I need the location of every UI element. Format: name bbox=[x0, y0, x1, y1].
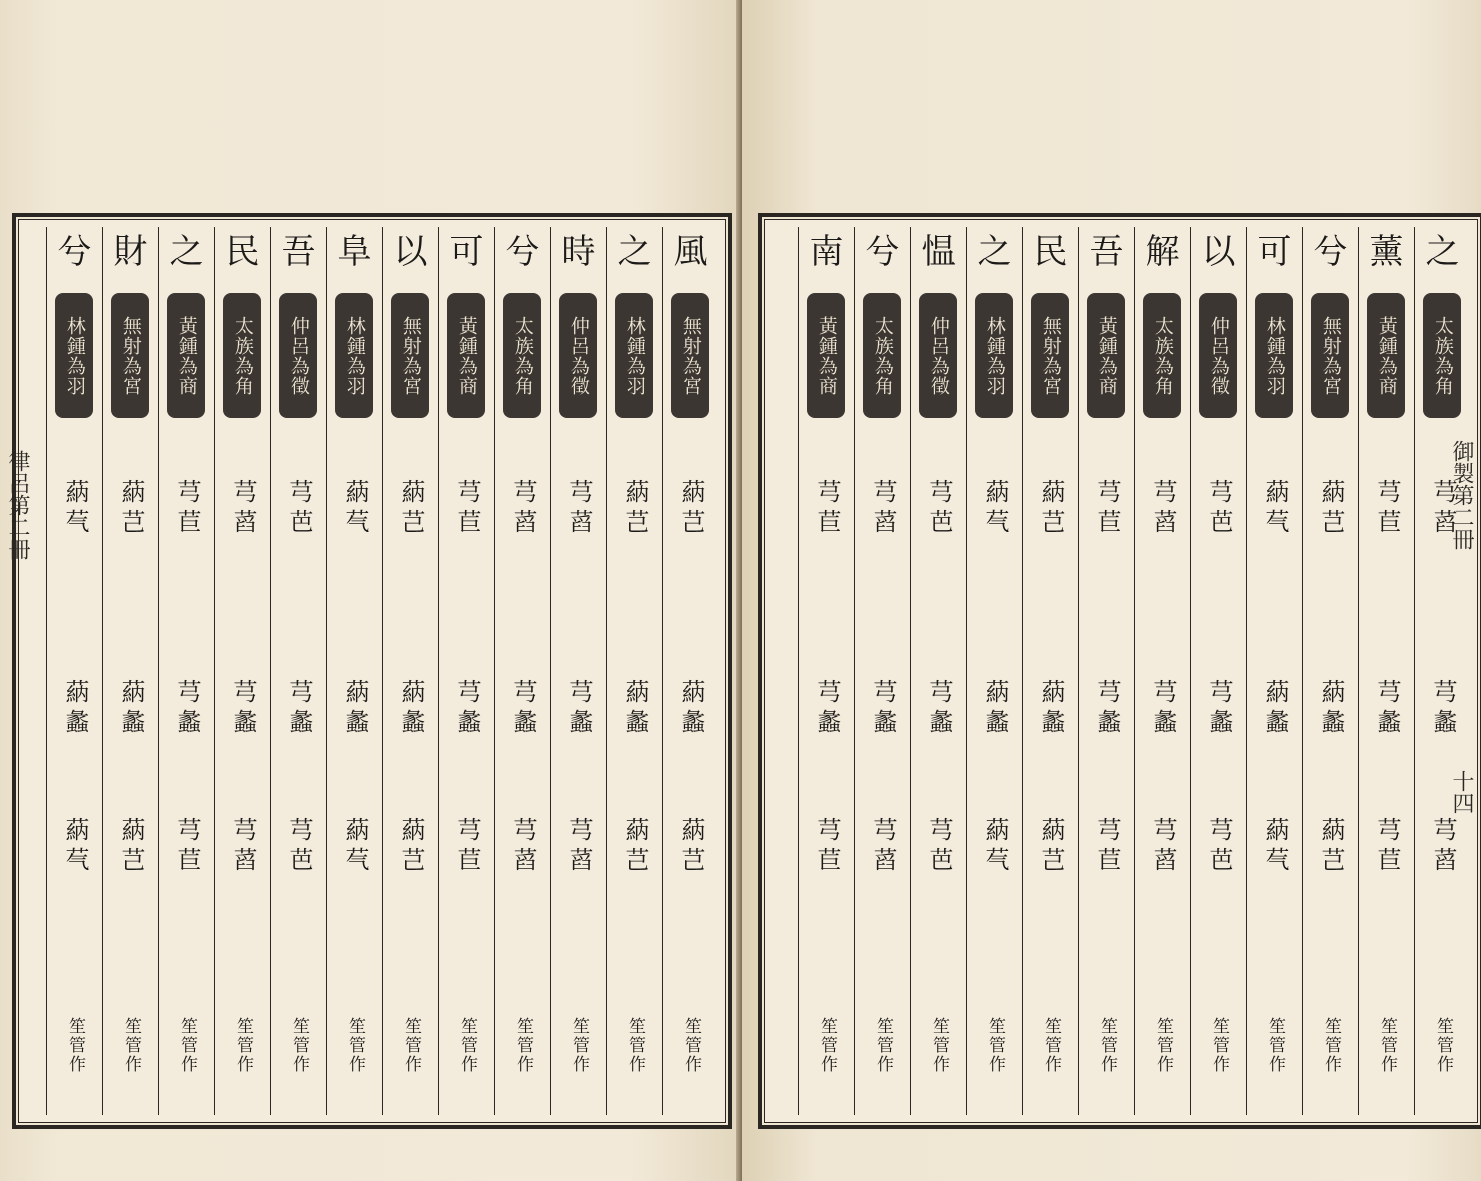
lyric-character: 之 bbox=[977, 232, 1012, 272]
lyric-character: 之 bbox=[1425, 232, 1460, 272]
mode-plaque: 黃鍾為商 bbox=[807, 293, 845, 418]
lyric-character: 愠 bbox=[921, 232, 956, 272]
right-column-group bbox=[762, 227, 1470, 1115]
score-column bbox=[798, 227, 854, 1115]
notation-block: 蒳蠡 bbox=[61, 679, 89, 739]
mode-plaque: 黃鍾為商 bbox=[1367, 293, 1405, 418]
lyric-character: 兮 bbox=[1313, 232, 1348, 272]
score-column bbox=[1414, 227, 1470, 1115]
notation-block: 芎蠡 bbox=[1373, 679, 1401, 739]
notation-block: 蒳芞 bbox=[341, 479, 369, 539]
notation-block: 蒳蠡 bbox=[621, 679, 649, 739]
lyric-character: 吾 bbox=[1089, 232, 1124, 272]
mode-plaque: 黃鍾為商 bbox=[167, 293, 205, 418]
notation-block: 蒳芑 bbox=[621, 479, 649, 539]
score-column bbox=[550, 227, 606, 1115]
score-column bbox=[1358, 227, 1414, 1115]
right-page bbox=[742, 0, 1481, 1181]
score-column bbox=[1078, 227, 1134, 1115]
notation-block: 蒳芑 bbox=[397, 479, 425, 539]
notation-block: 蒳芞 bbox=[341, 817, 369, 877]
instrument-note: 笙管作 bbox=[121, 1017, 141, 1074]
instrument-note: 笙管作 bbox=[681, 1017, 701, 1074]
mode-plaque: 仲呂為徵 bbox=[919, 293, 957, 418]
notation-block: 蒳蠡 bbox=[397, 679, 425, 739]
mode-plaque: 太族為角 bbox=[1143, 293, 1181, 418]
lyric-character: 之 bbox=[169, 232, 204, 272]
notation-block: 芎蠡 bbox=[1093, 679, 1121, 739]
notation-block: 芎苣 bbox=[1373, 817, 1401, 877]
notation-block: 蒳芑 bbox=[621, 817, 649, 877]
notation-block: 芎芭 bbox=[1205, 479, 1233, 539]
score-column bbox=[1022, 227, 1078, 1115]
lyric-character: 兮 bbox=[865, 232, 900, 272]
notation-block: 芎蓞 bbox=[229, 479, 257, 539]
score-column bbox=[382, 227, 438, 1115]
lyric-character: 阜 bbox=[337, 232, 372, 272]
score-column bbox=[1190, 227, 1246, 1115]
score-column bbox=[606, 227, 662, 1115]
notation-block: 芎蠡 bbox=[565, 679, 593, 739]
lyric-character: 風 bbox=[673, 232, 708, 272]
notation-block: 芎蓞 bbox=[565, 479, 593, 539]
score-column bbox=[966, 227, 1022, 1115]
notation-block: 蒳芞 bbox=[981, 817, 1009, 877]
notation-block: 芎蓞 bbox=[869, 817, 897, 877]
notation-block: 蒳蠡 bbox=[981, 679, 1009, 739]
instrument-note: 笙管作 bbox=[1377, 1017, 1397, 1074]
instrument-note: 笙管作 bbox=[1097, 1017, 1117, 1074]
instrument-note: 笙管作 bbox=[177, 1017, 197, 1074]
notation-block: 芎苣 bbox=[173, 479, 201, 539]
score-column bbox=[662, 227, 718, 1115]
mode-plaque: 林鍾為羽 bbox=[335, 293, 373, 418]
notation-block: 芎蠡 bbox=[229, 679, 257, 739]
notation-block: 芎蓞 bbox=[1429, 479, 1457, 539]
mode-plaque: 無射為宮 bbox=[391, 293, 429, 418]
notation-block: 芎蠡 bbox=[453, 679, 481, 739]
instrument-note: 笙管作 bbox=[929, 1017, 949, 1074]
instrument-note: 笙管作 bbox=[985, 1017, 1005, 1074]
notation-block: 芎蓞 bbox=[1429, 817, 1457, 877]
mode-plaque: 仲呂為徵 bbox=[559, 293, 597, 418]
mode-plaque: 林鍾為羽 bbox=[55, 293, 93, 418]
notation-block: 芎蓞 bbox=[565, 817, 593, 877]
score-column bbox=[1302, 227, 1358, 1115]
mode-plaque: 黃鍾為商 bbox=[1087, 293, 1125, 418]
lyric-character: 以 bbox=[393, 232, 428, 272]
lyric-character: 之 bbox=[617, 232, 652, 272]
lyric-character: 吾 bbox=[281, 232, 316, 272]
notation-block: 蒳芞 bbox=[981, 479, 1009, 539]
notation-block: 蒳芑 bbox=[397, 817, 425, 877]
mode-plaque: 無射為宮 bbox=[671, 293, 709, 418]
notation-block: 蒳蠡 bbox=[1261, 679, 1289, 739]
notation-block: 芎蓞 bbox=[869, 479, 897, 539]
instrument-note: 笙管作 bbox=[1209, 1017, 1229, 1074]
notation-block: 芎蠡 bbox=[285, 679, 313, 739]
instrument-note: 笙管作 bbox=[569, 1017, 589, 1074]
notation-block: 芎芭 bbox=[285, 817, 313, 877]
notation-block: 蒳芑 bbox=[1037, 817, 1065, 877]
notation-block: 芎蠡 bbox=[173, 679, 201, 739]
mode-plaque: 太族為角 bbox=[1423, 293, 1461, 418]
lyric-character: 兮 bbox=[505, 232, 540, 272]
lyric-character: 民 bbox=[225, 232, 260, 272]
notation-block: 蒳蠡 bbox=[117, 679, 145, 739]
notation-block: 芎苣 bbox=[1093, 817, 1121, 877]
notation-block: 蒳芑 bbox=[1317, 817, 1345, 877]
notation-block: 芎苣 bbox=[173, 817, 201, 877]
notation-block: 蒳蠡 bbox=[341, 679, 369, 739]
lyric-character: 薰 bbox=[1369, 232, 1404, 272]
instrument-note: 笙管作 bbox=[345, 1017, 365, 1074]
instrument-note: 笙管作 bbox=[817, 1017, 837, 1074]
score-column bbox=[494, 227, 550, 1115]
score-column bbox=[1134, 227, 1190, 1115]
lyric-character: 兮 bbox=[57, 232, 92, 272]
lyric-character: 可 bbox=[449, 232, 484, 272]
lyric-character: 財 bbox=[113, 232, 148, 272]
notation-block: 蒳蠡 bbox=[677, 679, 705, 739]
mode-plaque: 無射為宮 bbox=[1031, 293, 1069, 418]
right-page-frame bbox=[758, 213, 1481, 1129]
notation-block: 芎蓞 bbox=[509, 479, 537, 539]
instrument-note: 笙管作 bbox=[513, 1017, 533, 1074]
notation-block: 芎蓞 bbox=[229, 817, 257, 877]
mode-plaque: 仲呂為徵 bbox=[1199, 293, 1237, 418]
mode-plaque: 林鍾為羽 bbox=[615, 293, 653, 418]
score-column bbox=[438, 227, 494, 1115]
left-column-group bbox=[26, 227, 718, 1115]
instrument-note: 笙管作 bbox=[1433, 1017, 1453, 1074]
instrument-note: 笙管作 bbox=[233, 1017, 253, 1074]
instrument-note: 笙管作 bbox=[289, 1017, 309, 1074]
notation-block: 蒳蠡 bbox=[1317, 679, 1345, 739]
score-column bbox=[326, 227, 382, 1115]
notation-block: 芎苣 bbox=[1373, 479, 1401, 539]
notation-block: 芎蠡 bbox=[925, 679, 953, 739]
score-column bbox=[910, 227, 966, 1115]
lyric-character: 可 bbox=[1257, 232, 1292, 272]
mode-plaque: 黃鍾為商 bbox=[447, 293, 485, 418]
notation-block: 蒳芑 bbox=[1317, 479, 1345, 539]
notation-block: 芎苣 bbox=[453, 479, 481, 539]
mode-plaque: 林鍾為羽 bbox=[1255, 293, 1293, 418]
right-side-title: 御製第二冊 bbox=[1449, 440, 1474, 550]
instrument-note: 笙管作 bbox=[625, 1017, 645, 1074]
lyric-character: 時 bbox=[561, 232, 596, 272]
instrument-note: 笙管作 bbox=[1153, 1017, 1173, 1074]
notation-block: 蒳蠡 bbox=[1037, 679, 1065, 739]
notation-block: 芎蠡 bbox=[869, 679, 897, 739]
notation-block: 芎蠡 bbox=[509, 679, 537, 739]
notation-block: 芎蓞 bbox=[1149, 817, 1177, 877]
notation-block: 蒳芑 bbox=[677, 817, 705, 877]
notation-block: 蒳芞 bbox=[61, 817, 89, 877]
lyric-character: 民 bbox=[1033, 232, 1068, 272]
notation-block: 蒳芑 bbox=[677, 479, 705, 539]
notation-block: 芎蓞 bbox=[509, 817, 537, 877]
notation-block: 芎芭 bbox=[925, 479, 953, 539]
lyric-character: 南 bbox=[809, 232, 844, 272]
score-column bbox=[46, 227, 102, 1115]
notation-block: 蒳芞 bbox=[1261, 817, 1289, 877]
mode-plaque: 無射為宮 bbox=[1311, 293, 1349, 418]
notation-block: 芎苣 bbox=[1093, 479, 1121, 539]
mode-plaque: 太族為角 bbox=[863, 293, 901, 418]
notation-block: 芎蠡 bbox=[1205, 679, 1233, 739]
instrument-note: 笙管作 bbox=[65, 1017, 85, 1074]
score-column bbox=[270, 227, 326, 1115]
mode-plaque: 太族為角 bbox=[223, 293, 261, 418]
notation-block: 蒳芑 bbox=[1037, 479, 1065, 539]
instrument-note: 笙管作 bbox=[1321, 1017, 1341, 1074]
instrument-note: 笙管作 bbox=[873, 1017, 893, 1074]
notation-block: 芎芭 bbox=[285, 479, 313, 539]
mode-plaque: 仲呂為徵 bbox=[279, 293, 317, 418]
notation-block: 蒳芞 bbox=[1261, 479, 1289, 539]
notation-block: 芎芭 bbox=[1205, 817, 1233, 877]
notation-block: 蒳芑 bbox=[117, 479, 145, 539]
instrument-note: 笙管作 bbox=[1265, 1017, 1285, 1074]
instrument-note: 笙管作 bbox=[1041, 1017, 1061, 1074]
mode-plaque: 林鍾為羽 bbox=[975, 293, 1013, 418]
left-page-frame bbox=[12, 213, 732, 1129]
instrument-note: 笙管作 bbox=[401, 1017, 421, 1074]
notation-block: 芎蓞 bbox=[1149, 479, 1177, 539]
notation-block: 芎蠡 bbox=[1429, 679, 1457, 739]
mode-plaque: 無射為宮 bbox=[111, 293, 149, 418]
score-column bbox=[854, 227, 910, 1115]
notation-block: 芎蠡 bbox=[813, 679, 841, 739]
lyric-character: 解 bbox=[1145, 232, 1180, 272]
lyric-character: 以 bbox=[1201, 232, 1236, 272]
notation-block: 芎苣 bbox=[453, 817, 481, 877]
instrument-note: 笙管作 bbox=[457, 1017, 477, 1074]
score-column bbox=[1246, 227, 1302, 1115]
mode-plaque: 太族為角 bbox=[503, 293, 541, 418]
left-side-title: 律呂第二冊 bbox=[5, 450, 30, 560]
score-column bbox=[102, 227, 158, 1115]
notation-block: 芎芭 bbox=[925, 817, 953, 877]
notation-block: 蒳芑 bbox=[117, 817, 145, 877]
score-column bbox=[214, 227, 270, 1115]
notation-block: 芎苣 bbox=[813, 817, 841, 877]
notation-block: 芎苣 bbox=[813, 479, 841, 539]
notation-block: 芎蠡 bbox=[1149, 679, 1177, 739]
notation-block: 蒳芞 bbox=[61, 479, 89, 539]
score-column bbox=[158, 227, 214, 1115]
right-page-number: 十四 bbox=[1449, 770, 1474, 814]
